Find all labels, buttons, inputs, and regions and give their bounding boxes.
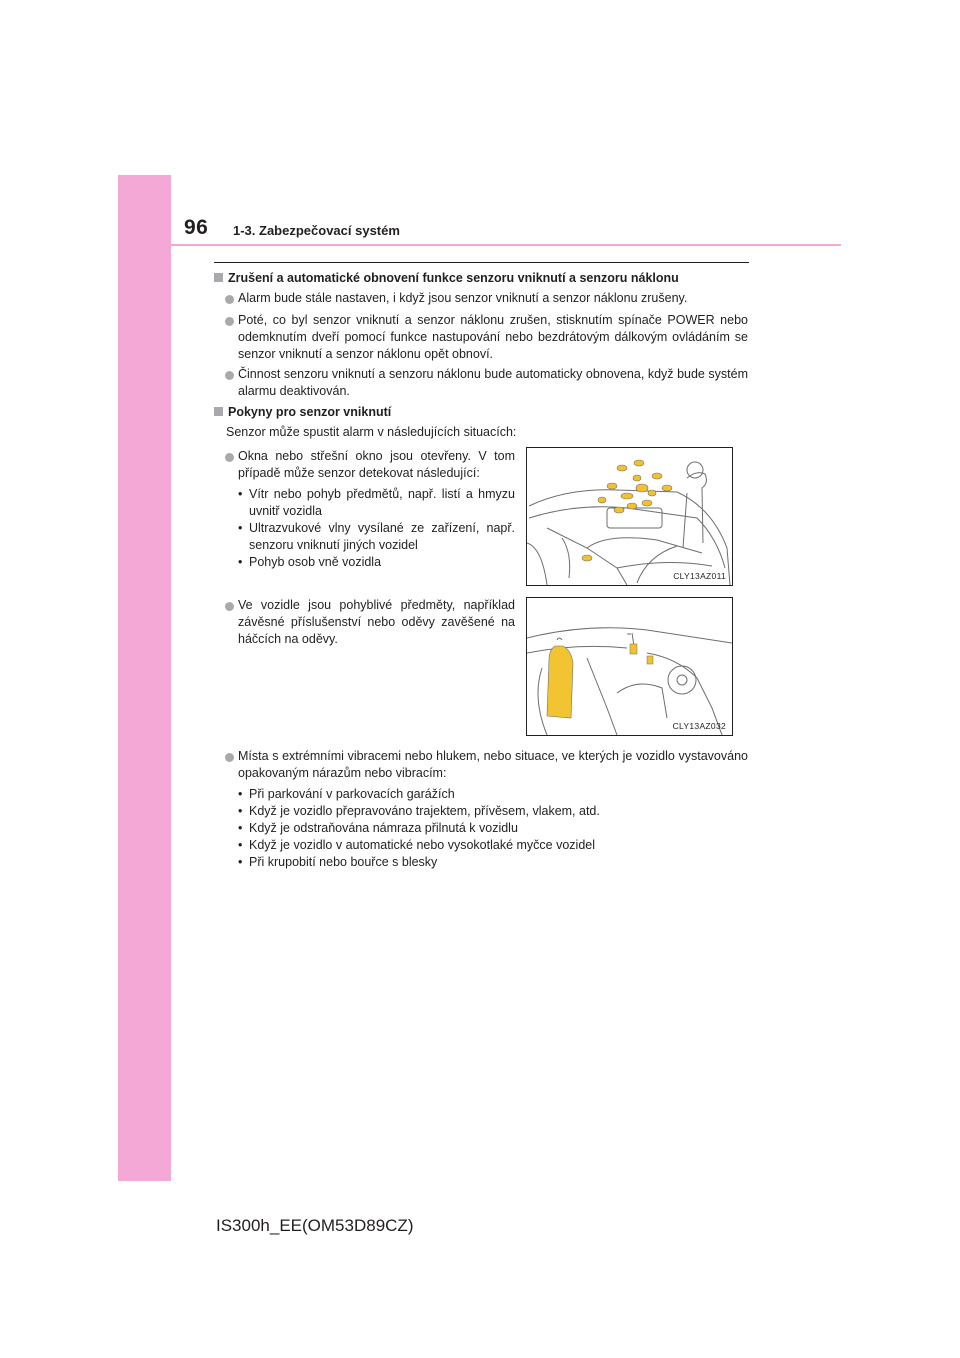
- footer-document-code: IS300h_EE(OM53D89CZ): [216, 1216, 414, 1235]
- bullet-icon: [225, 602, 234, 611]
- sub-item: • Když je odstraňována námraza přilnutá k vozidlu: [238, 820, 748, 837]
- figure-code: CLY13AZ011: [673, 571, 726, 581]
- page-number: 96: [184, 216, 209, 239]
- intrusion-item-1-text: Okna nebo střešní okno jsou otevřeny. V tom případě může senzor detekovat následující:: [238, 449, 515, 480]
- intrusion-item-3: [238, 748, 748, 871]
- top-rule: [214, 262, 749, 263]
- side-margin-band: [118, 175, 171, 1181]
- sub-item: • Pohyb osob vně vozidla: [238, 554, 515, 571]
- sub-item: • Když je vozidlo v automatické nebo vysokotlaké myčce vozidel: [238, 837, 748, 854]
- sub-item: • Při krupobití nebo bouřce s blesky: [238, 854, 748, 871]
- intrusion-item-1-sublist: [238, 486, 515, 571]
- sub-item: • Vítr nebo pohyb předmětů, např. listí a hmyzu uvnitř vozidla: [238, 486, 515, 520]
- bullet-icon: [225, 295, 234, 304]
- car-sunroof-illustration: [527, 448, 732, 585]
- bullet-icon: [225, 371, 234, 380]
- hanging-ornament: [630, 644, 637, 654]
- figure-sunroof-leaves: [526, 447, 733, 586]
- sub-item: • Ultrazvukové vlny vysílané ze zařízení, např. senzoru vniknutí jiných vozidel: [238, 520, 515, 554]
- cancel-item-1: Alarm bude stále nastaven, i když jsou senzor vniknutí a senzor náklonu zrušeny.: [238, 291, 688, 305]
- bullet-icon: [225, 753, 234, 762]
- section-cancel-heading: [214, 270, 754, 287]
- section-cancel-title: Zrušení a automatické obnovení funkce senzoru vniknutí a senzoru náklonu: [228, 271, 679, 285]
- figure-code: CLY13AZ032: [672, 721, 726, 731]
- cancel-item-3: Činnost senzoru vniknutí a senzoru náklonu bude automaticky obnovena, když bude systém alarmu deaktivován.: [238, 367, 748, 398]
- square-marker-icon: [214, 407, 223, 416]
- figure-interior-hanging: [526, 597, 733, 736]
- car-interior-illustration: [527, 598, 732, 735]
- intrusion-item-2: Ve vozidle jsou pohyblivé předměty, například závěsné příslušenství nebo oděvy zavěšené na háčcích na oděvy.: [238, 598, 515, 646]
- header-line: [171, 244, 841, 246]
- bullet-icon: [225, 317, 234, 326]
- intrusion-item-3-sublist: [238, 786, 748, 871]
- bullet-icon: [225, 453, 234, 462]
- sub-item: • Když je vozidlo přepravováno trajektem, přívěsem, vlakem, atd.: [238, 803, 748, 820]
- section-intrusion-intro: Senzor může spustit alarm v následujících situacích:: [226, 425, 517, 439]
- hanging-coat: [547, 646, 573, 718]
- square-marker-icon: [214, 273, 223, 282]
- section-title: 1-3. Zabezpečovací systém: [233, 223, 400, 238]
- sub-item: • Při parkování v parkovacích garážích: [238, 786, 748, 803]
- cancel-item-2: Poté, co byl senzor vniknutí a senzor náklonu zrušen, stisknutím spínače POWER nebo odemknutím dveří pomocí funkce nastupování nebo bezdrátovým dálkovým ovládáním se senzor vniknutí a senzor náklonu opět obnoví.: [238, 313, 748, 361]
- leaves: [582, 460, 672, 561]
- intrusion-item-1: [238, 448, 515, 571]
- section-intrusion-heading: [214, 404, 754, 421]
- section-intrusion-title: Pokyny pro senzor vniknutí: [228, 405, 392, 419]
- intrusion-item-3-text: Místa s extrémními vibracemi nebo hlukem, nebo situace, ve kterých je vozidlo vystavováno opakovaným nárazům nebo vibracím:: [238, 749, 748, 780]
